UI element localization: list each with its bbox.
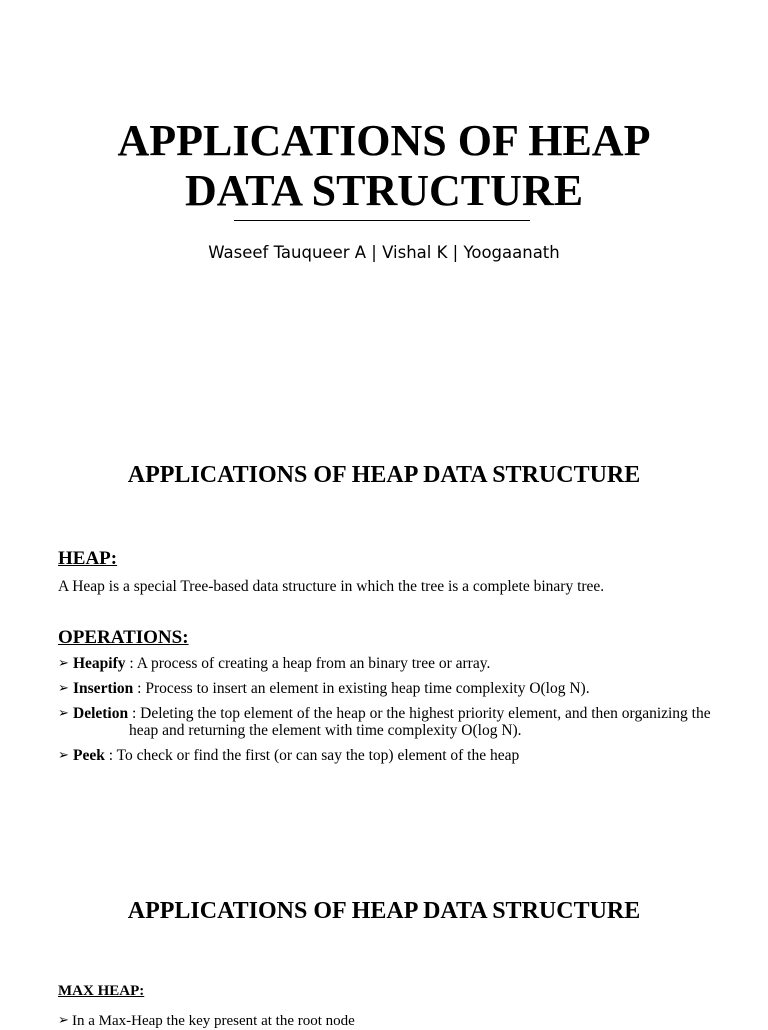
title-line-2: DATA STRUCTURE (184, 166, 584, 215)
title-line-1: APPLICATIONS OF HEAP (117, 116, 651, 165)
operation-term: Insertion (73, 680, 134, 697)
slide-2-heading: APPLICATIONS OF HEAP DATA STRUCTURE (127, 462, 641, 488)
authors-line: Waseef Tauqueer A | Vishal K | Yoogaanath (208, 243, 560, 262)
operation-description-continued: heap and returning the element with time complexity O(log N). (129, 722, 522, 739)
arrow-bullet-icon: ➢ (58, 656, 69, 671)
operations-section-title: OPERATIONS: (58, 627, 189, 648)
operation-description: : To check or find the first (or can say the top) element of the heap (104, 747, 520, 764)
heap-definition: A Heap is a special Tree-based data structure in which the tree is a complete binary tree. (58, 578, 605, 595)
operations-list (58, 655, 748, 772)
operation-term: Heapify (73, 655, 126, 672)
list-item (58, 680, 748, 697)
list-item (58, 655, 748, 672)
slide-3-heading: APPLICATIONS OF HEAP DATA STRUCTURE (127, 898, 641, 924)
list-item (58, 1013, 355, 1030)
title-divider (234, 220, 530, 221)
arrow-bullet-icon: ➢ (58, 748, 69, 763)
arrow-bullet-icon: ➢ (58, 1013, 69, 1028)
operation-description: : Process to insert an element in existing heap time complexity O(log N). (133, 680, 590, 697)
operation-description: : Deleting the top element of the heap or the highest priority element, and then organizing the (128, 705, 711, 722)
list-item (58, 747, 748, 764)
title-slide-heading (0, 116, 768, 216)
operation-term: Peek (73, 747, 105, 764)
list-item (58, 705, 748, 739)
operation-term: Deletion (73, 705, 129, 722)
max-heap-title: MAX HEAP: (58, 983, 145, 999)
max-heap-description: In a Max-Heap the key present at the root node (72, 1013, 355, 1029)
arrow-bullet-icon: ➢ (58, 706, 69, 721)
operation-description: : A process of creating a heap from an binary tree or array. (125, 655, 491, 672)
heap-section-title: HEAP: (58, 548, 118, 569)
arrow-bullet-icon: ➢ (58, 681, 69, 696)
